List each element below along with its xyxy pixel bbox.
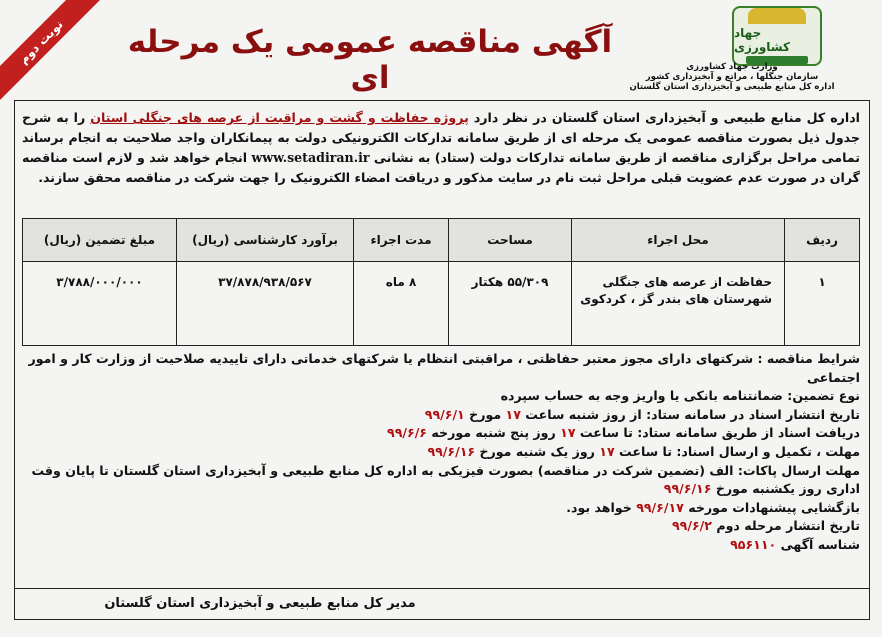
header-duration: مدت اجراء — [354, 219, 449, 262]
publish-hour: ۱۷ — [505, 406, 521, 422]
receive-hour: ۱۷ — [560, 425, 576, 441]
cell-estimate: ۳۷/۸۷۸/۹۳۸/۵۶۷ — [177, 262, 354, 346]
opening-end: خواهد بود. — [566, 499, 637, 515]
condition-publish-date — [22, 406, 860, 425]
condition-deadline — [22, 443, 860, 462]
header-estimate: برآورد کارشناسی (ریال) — [177, 219, 354, 262]
packet-label: مهلت ارسال پاکات: الف (تضمین شرکت در مناقصه) بصورت فیزیکی به اداره کل منابع طبیعی و آبخیزداری استان گلستان تا پایان وقت اداری روز یکشنبه مورخ — [31, 462, 860, 497]
deadline-mid: روز یک شنبه مورخ — [475, 443, 600, 459]
publish-label: تاریخ انتشار اسناد در سامانه ستاد: از روز شنبه ساعت — [520, 406, 860, 422]
table-header-row — [23, 219, 860, 262]
ribbon-text: نوبت دوم — [0, 0, 103, 104]
notice-id-label: شناسه آگهی — [776, 536, 860, 552]
packet-date: ۹۹/۶/۱۶ — [663, 481, 712, 497]
publish-date: ۹۹/۶/۱ — [424, 406, 465, 422]
header-guarantee: مبلغ تضمین (ریال) — [23, 219, 177, 262]
second-label: تاریخ انتشار مرحله دوم — [711, 518, 860, 534]
logo-sun-shape — [748, 8, 806, 24]
condition-terms — [22, 350, 860, 387]
logo-word: جهاد کشاورزی — [734, 26, 790, 54]
deadline-label: مهلت ، تکمیل و ارسال اسناد: تا ساعت — [614, 443, 860, 459]
header-location: محل اجراء — [572, 219, 785, 262]
guarantee-label: نوع تضمین: — [782, 388, 860, 404]
table-row — [23, 262, 860, 346]
condition-opening — [22, 499, 860, 518]
condition-guarantee-type — [22, 387, 860, 406]
cell-row-number: ۱ — [785, 262, 860, 346]
intro-body: را به شرح جدول ذیل بصورت مناقصه عمومی یک مرحله ای از طریق سامانه تدارکات الکترونیکی دولت به پیمانکاران واجد صلاحیت به انجام برساند تمامی مراحل برگزاری مناقصه از طریق سامانه تدارکات دولت (ستاد) به نشانی — [22, 110, 860, 165]
condition-packets — [22, 462, 860, 499]
setad-website-link[interactable]: www.setadiran.ir — [251, 150, 370, 165]
opening-label: بازگشایی پیشنهادات مورخه — [683, 499, 860, 515]
condition-second-publication — [22, 517, 860, 536]
ministry-logo-icon — [732, 6, 822, 66]
intro-closing: انجام خواهد شد و لازم است مناقصه گران در صورت عدم عضویت قبلی مراحل ثبت نام در سایت مذکور و دریافت امضاء الکترونیک را جهت شرکت در مناقصه محقق سازند. — [22, 150, 860, 185]
second-date: ۹۹/۶/۲ — [672, 518, 712, 534]
org-line-organization: سازمان جنگلها ، مراتع و آبخیزداری کشور — [645, 72, 819, 82]
guarantee-text: ضمانتنامه بانکی یا واریز وجه به حساب سپرده — [500, 388, 783, 404]
tender-table — [22, 218, 860, 346]
terms-label: شرایط مناقصه : — [753, 351, 860, 366]
intro-paragraph — [22, 108, 860, 188]
intro-plans: در نظر دارد — [468, 110, 552, 125]
cell-area: ۵۵/۳۰۹ هکتار — [449, 262, 572, 346]
receive-date: ۹۹/۶/۶ — [387, 425, 427, 441]
condition-notice-id — [22, 536, 860, 555]
deadline-date: ۹۹/۶/۱۶ — [427, 443, 476, 459]
opening-date: ۹۹/۶/۱۷ — [636, 499, 684, 515]
second-publication-ribbon — [0, 0, 110, 110]
intro-project-title: پروژه حفاظت و گشت و مراقبت از عرصه های جنگلی استان — [90, 110, 469, 125]
terms-text: شرکتهای دارای مجوز معتبر حفاظتی ، مراقبتی انتظام یا شرکتهای خدماتی دارای تاییدیه صلاحیت از وزارت کار و امور اجتماعی — [28, 351, 860, 385]
receive-mid: روز پنج شنبه مورخه — [426, 425, 561, 441]
intro-agency: اداره کل منابع طبیعی و آبخیزداری استان گلستان — [551, 110, 860, 125]
publish-mid: مورخ — [464, 406, 506, 422]
organization-lines — [602, 62, 862, 92]
cell-guarantee: ۳/۷۸۸/۰۰۰/۰۰۰ — [23, 262, 177, 346]
notice-id-value: ۹۵۶۱۱۰ — [730, 536, 777, 552]
cell-location: حفاظت از عرصه های جنگلی شهرستان های بندر گز ، کردکوی — [572, 262, 785, 346]
footer-signature: مدیر کل منابع طبیعی و آبخیزداری استان گلستان — [104, 596, 416, 611]
header-row-number: ردیف — [785, 219, 860, 262]
org-line-ministry: وزارت جهاد کشاورزی — [686, 62, 778, 72]
condition-receive-date — [22, 424, 860, 443]
header-area: مساحت — [449, 219, 572, 262]
tender-conditions — [22, 350, 860, 555]
page-title: آگهی مناقصه عمومی یک مرحله ای — [127, 24, 613, 96]
receive-label: دریافت اسناد از طریق سامانه ستاد: تا ساعت — [575, 425, 860, 441]
cell-duration: ۸ ماه — [354, 262, 449, 346]
org-line-department: اداره کل منابع طبیعی و آبخیزداری استان گلستان — [629, 82, 835, 92]
deadline-hour: ۱۷ — [599, 443, 615, 459]
